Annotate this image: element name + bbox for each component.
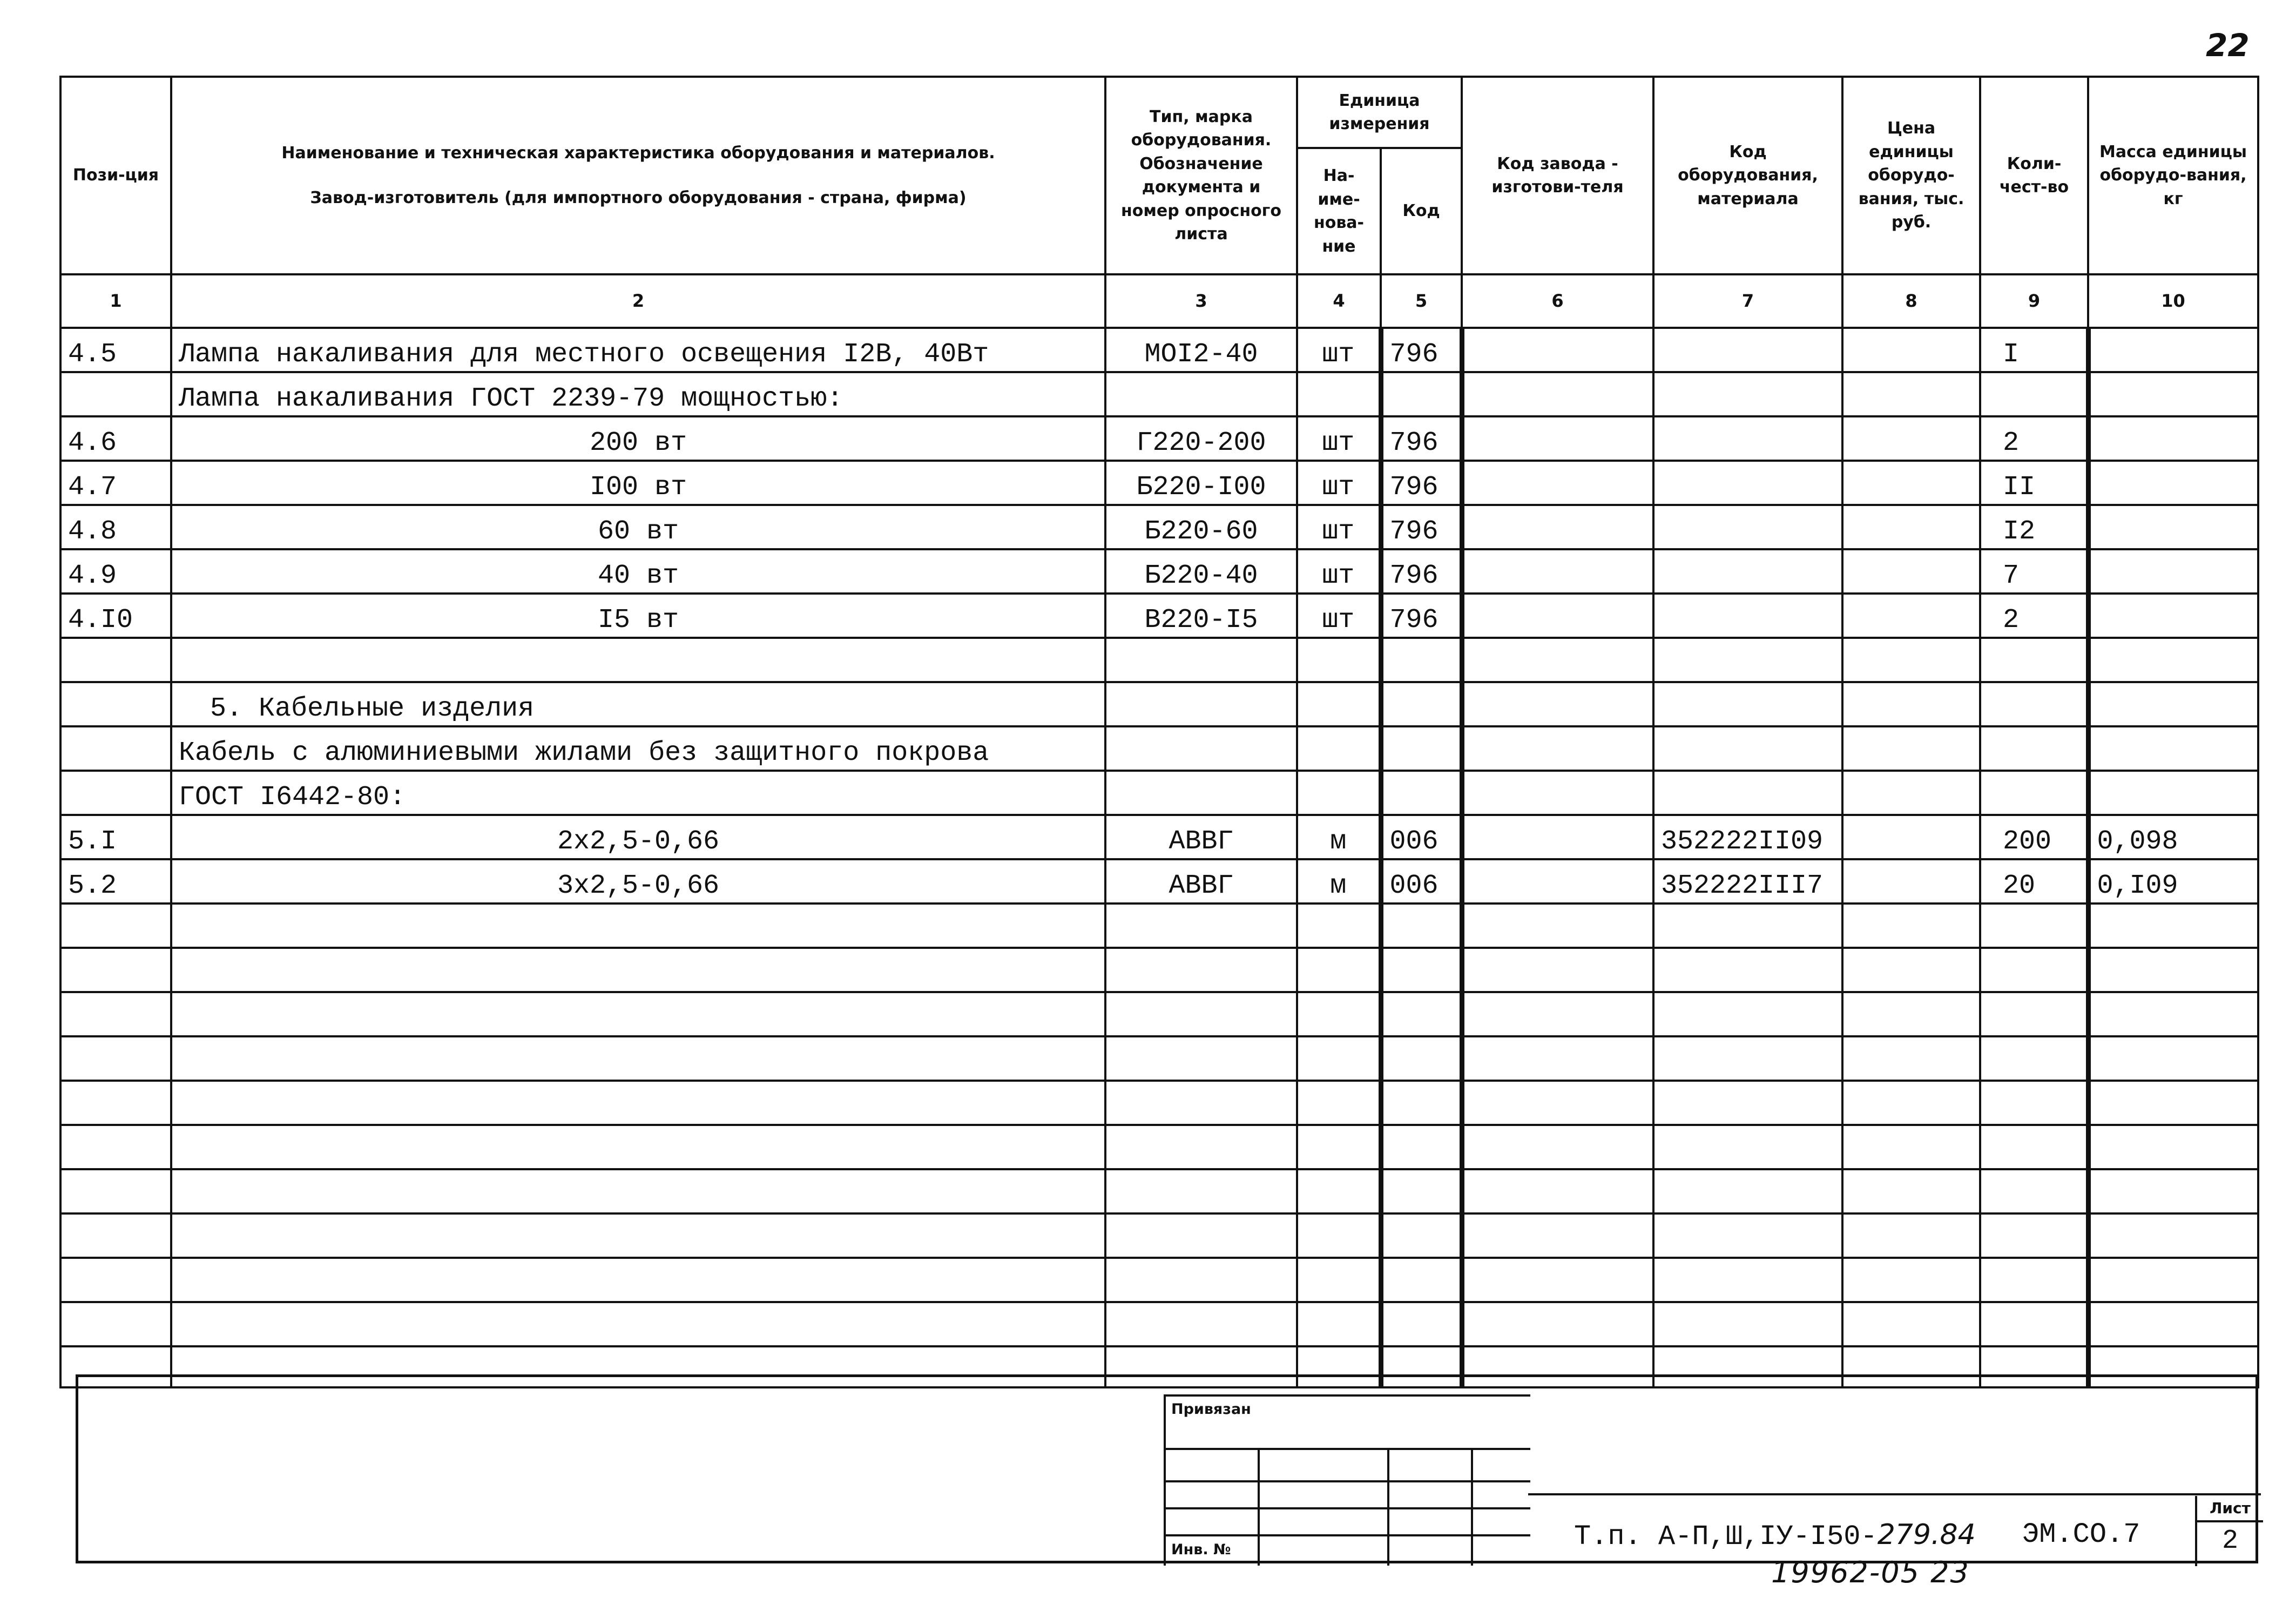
unit-code-cell: 796	[1381, 416, 1462, 461]
equipment-code-cell	[1653, 1125, 1842, 1169]
unit-name-cell	[1297, 1036, 1381, 1081]
col-number: 4	[1297, 274, 1381, 328]
table-row	[60, 505, 2258, 549]
name-cell: Кабель с алюминиевыми жилами без защитного покрова	[171, 726, 1105, 771]
sheet-code: ЭМ.СО.7	[2022, 1519, 2140, 1550]
factory-code-cell	[1462, 1081, 1653, 1125]
title-divider	[1528, 1493, 2261, 1495]
price-cell	[1842, 549, 1980, 594]
quantity-cell: 2	[1980, 416, 2088, 461]
equipment-code-cell	[1653, 328, 1842, 372]
position-cell: 4.8	[60, 505, 171, 549]
table-row	[60, 461, 2258, 505]
col-number: 2	[171, 274, 1105, 328]
equipment-code-cell	[1653, 1258, 1842, 1302]
equipment-code-cell	[1653, 726, 1842, 771]
name-cell	[171, 638, 1105, 682]
unit-name-cell	[1297, 992, 1381, 1036]
position-cell	[60, 992, 171, 1036]
unit-code-cell	[1381, 1125, 1462, 1169]
handwritten-note: 19962-05 23	[1771, 1555, 1970, 1589]
type-cell: Б220-40	[1105, 549, 1297, 594]
unit-code-cell	[1381, 372, 1462, 416]
quantity-cell	[1980, 1125, 2088, 1169]
document-code-handwritten: 279.84	[1877, 1519, 1976, 1551]
col-number: 6	[1462, 274, 1653, 328]
factory-code-cell	[1462, 1302, 1653, 1346]
mass-cell	[2088, 726, 2258, 771]
equipment-code-cell	[1653, 505, 1842, 549]
unit-name-cell: шт	[1297, 505, 1381, 549]
sheet-label: Лист	[2197, 1496, 2263, 1522]
unit-name-cell: шт	[1297, 461, 1381, 505]
unit-code-cell	[1381, 903, 1462, 948]
unit-name-cell	[1297, 726, 1381, 771]
unit-code-cell	[1381, 1169, 1462, 1213]
name-cell: Лампа накаливания для местного освещения I2В, 40Вт	[171, 328, 1105, 372]
unit-code-cell	[1381, 948, 1462, 992]
factory-code-cell	[1462, 815, 1653, 859]
mass-cell	[2088, 992, 2258, 1036]
equipment-code-cell	[1653, 416, 1842, 461]
quantity-cell	[1980, 682, 2088, 726]
factory-code-cell	[1462, 416, 1653, 461]
table-row	[60, 328, 2258, 372]
position-cell: 4.9	[60, 549, 171, 594]
price-cell	[1842, 505, 1980, 549]
price-cell	[1842, 1125, 1980, 1169]
specification-table	[59, 76, 2259, 1388]
table-row	[60, 1302, 2258, 1346]
quantity-cell	[1980, 1258, 2088, 1302]
price-cell	[1842, 594, 1980, 638]
name-cell: 3х2,5-0,66	[171, 859, 1105, 903]
header-factory-code: Код завода - изготови-теля	[1462, 77, 1653, 274]
unit-name-cell	[1297, 1125, 1381, 1169]
price-cell	[1842, 726, 1980, 771]
table-row	[60, 992, 2258, 1036]
position-cell	[60, 1169, 171, 1213]
price-cell	[1842, 1302, 1980, 1346]
unit-code-cell: 796	[1381, 328, 1462, 372]
mass-cell	[2088, 1302, 2258, 1346]
position-cell	[60, 1213, 171, 1258]
position-cell: 4.6	[60, 416, 171, 461]
name-cell	[171, 903, 1105, 948]
unit-name-cell	[1297, 1081, 1381, 1125]
unit-code-cell	[1381, 771, 1462, 815]
type-cell: Б220-I00	[1105, 461, 1297, 505]
type-cell	[1105, 1125, 1297, 1169]
quantity-cell: 200	[1980, 815, 2088, 859]
table-row	[60, 815, 2258, 859]
position-cell	[60, 903, 171, 948]
name-cell: I00 вт	[171, 461, 1105, 505]
quantity-cell	[1980, 1036, 2088, 1081]
unit-name-cell	[1297, 1258, 1381, 1302]
document-code-typed: Т.п. А-П,Ш,IУ-I50-	[1574, 1521, 1878, 1553]
mass-cell	[2088, 328, 2258, 372]
name-cell	[171, 1081, 1105, 1125]
price-cell	[1842, 1213, 1980, 1258]
table-row	[60, 549, 2258, 594]
position-cell	[60, 372, 171, 416]
factory-code-cell	[1462, 328, 1653, 372]
equipment-code-cell	[1653, 549, 1842, 594]
price-cell	[1842, 1081, 1980, 1125]
name-cell	[171, 1036, 1105, 1081]
factory-code-cell	[1462, 903, 1653, 948]
equipment-code-cell	[1653, 1081, 1842, 1125]
type-cell: Г220-200	[1105, 416, 1297, 461]
document-code	[1574, 1519, 1976, 1553]
position-cell: 5.2	[60, 859, 171, 903]
table-row	[60, 903, 2258, 948]
equipment-code-cell	[1653, 948, 1842, 992]
type-cell	[1105, 948, 1297, 992]
table-row	[60, 859, 2258, 903]
quantity-cell: I2	[1980, 505, 2088, 549]
table-row	[60, 594, 2258, 638]
position-cell: 4.7	[60, 461, 171, 505]
unit-code-cell: 796	[1381, 461, 1462, 505]
sheet-number: 2	[2221, 1526, 2238, 1556]
name-cell	[171, 1213, 1105, 1258]
unit-name-cell	[1297, 903, 1381, 948]
unit-code-cell	[1381, 1258, 1462, 1302]
attached-label: Привязан	[1171, 1401, 1251, 1418]
unit-code-cell	[1381, 638, 1462, 682]
table-row	[60, 726, 2258, 771]
type-cell	[1105, 992, 1297, 1036]
quantity-cell: 7	[1980, 549, 2088, 594]
mass-cell	[2088, 461, 2258, 505]
inventory-number-label: Инв. №	[1171, 1541, 1231, 1558]
quantity-cell	[1980, 1169, 2088, 1213]
unit-code-cell	[1381, 1302, 1462, 1346]
quantity-cell: 2	[1980, 594, 2088, 638]
unit-name-cell	[1297, 682, 1381, 726]
mass-cell	[2088, 549, 2258, 594]
factory-code-cell	[1462, 549, 1653, 594]
equipment-code-cell	[1653, 682, 1842, 726]
type-cell	[1105, 903, 1297, 948]
header-unit-code: Код	[1381, 148, 1462, 274]
quantity-cell: I	[1980, 328, 2088, 372]
mass-cell	[2088, 416, 2258, 461]
factory-code-cell	[1462, 372, 1653, 416]
type-cell	[1105, 1169, 1297, 1213]
price-cell	[1842, 1258, 1980, 1302]
unit-name-cell	[1297, 771, 1381, 815]
factory-code-cell	[1462, 1125, 1653, 1169]
type-cell: МОI2-40	[1105, 328, 1297, 372]
position-cell	[60, 726, 171, 771]
header-type: Тип, марка оборудования. Обозначение документа и номер опросного листа	[1105, 77, 1297, 274]
type-cell: В220-I5	[1105, 594, 1297, 638]
factory-code-cell	[1462, 461, 1653, 505]
header-unit-group: Единица измерения	[1297, 77, 1462, 148]
col-number: 8	[1842, 274, 1980, 328]
mass-cell: 0,I09	[2088, 859, 2258, 903]
quantity-cell	[1980, 638, 2088, 682]
equipment-code-cell: 352222III7	[1653, 859, 1842, 903]
position-cell	[60, 638, 171, 682]
unit-code-cell	[1381, 726, 1462, 771]
unit-code-cell	[1381, 992, 1462, 1036]
name-cell: I5 вт	[171, 594, 1105, 638]
factory-code-cell	[1462, 594, 1653, 638]
col-number: 3	[1105, 274, 1297, 328]
quantity-cell: II	[1980, 461, 2088, 505]
factory-code-cell	[1462, 1169, 1653, 1213]
mass-cell	[2088, 638, 2258, 682]
attachment-grid	[1164, 1394, 1530, 1566]
position-cell: 5.I	[60, 815, 171, 859]
mass-cell	[2088, 682, 2258, 726]
unit-code-cell	[1381, 682, 1462, 726]
table-row	[60, 682, 2258, 726]
equipment-code-cell	[1653, 1036, 1842, 1081]
equipment-code-cell	[1653, 992, 1842, 1036]
position-cell: 4.5	[60, 328, 171, 372]
table-row	[60, 1081, 2258, 1125]
mass-cell	[2088, 1125, 2258, 1169]
mass-cell	[2088, 1258, 2258, 1302]
factory-code-cell	[1462, 638, 1653, 682]
table-row	[60, 638, 2258, 682]
position-cell	[60, 948, 171, 992]
factory-code-cell	[1462, 682, 1653, 726]
sheet-box	[2195, 1496, 2263, 1566]
unit-name-cell: шт	[1297, 416, 1381, 461]
title-block	[76, 1374, 2258, 1563]
unit-code-cell: 796	[1381, 505, 1462, 549]
unit-name-cell	[1297, 1213, 1381, 1258]
quantity-cell	[1980, 903, 2088, 948]
header-mass: Масса единицы оборудо-вания, кг	[2088, 77, 2258, 274]
equipment-code-cell	[1653, 372, 1842, 416]
header-unit-name: На-име-нова-ние	[1297, 148, 1381, 274]
quantity-cell	[1980, 771, 2088, 815]
unit-name-cell	[1297, 1169, 1381, 1213]
mass-cell	[2088, 594, 2258, 638]
equipment-code-cell	[1653, 1302, 1842, 1346]
name-cell: 200 вт	[171, 416, 1105, 461]
table-row	[60, 1169, 2258, 1213]
col-number: 5	[1381, 274, 1462, 328]
type-cell	[1105, 1258, 1297, 1302]
table-row	[60, 771, 2258, 815]
table-row	[60, 1036, 2258, 1081]
price-cell	[1842, 461, 1980, 505]
unit-name-cell: м	[1297, 859, 1381, 903]
name-cell	[171, 948, 1105, 992]
quantity-cell	[1980, 1213, 2088, 1258]
unit-name-cell: м	[1297, 815, 1381, 859]
type-cell	[1105, 771, 1297, 815]
price-cell	[1842, 638, 1980, 682]
unit-code-cell: 006	[1381, 815, 1462, 859]
factory-code-cell	[1462, 948, 1653, 992]
name-cell	[171, 1302, 1105, 1346]
header-price: Цена единицы оборудо-вания, тыс. руб.	[1842, 77, 1980, 274]
factory-code-cell	[1462, 1213, 1653, 1258]
type-cell	[1105, 726, 1297, 771]
price-cell	[1842, 903, 1980, 948]
factory-code-cell	[1462, 726, 1653, 771]
equipment-code-cell	[1653, 1169, 1842, 1213]
quantity-cell	[1980, 1302, 2088, 1346]
page-number: 22	[2206, 27, 2250, 64]
factory-code-cell	[1462, 1036, 1653, 1081]
unit-code-cell: 796	[1381, 549, 1462, 594]
unit-name-cell	[1297, 638, 1381, 682]
table-row	[60, 1125, 2258, 1169]
name-cell	[171, 1258, 1105, 1302]
name-cell: 40 вт	[171, 549, 1105, 594]
price-cell	[1842, 948, 1980, 992]
position-cell	[60, 1302, 171, 1346]
type-cell	[1105, 1302, 1297, 1346]
price-cell	[1842, 771, 1980, 815]
col-number: 7	[1653, 274, 1842, 328]
price-cell	[1842, 372, 1980, 416]
table-row	[60, 372, 2258, 416]
factory-code-cell	[1462, 771, 1653, 815]
equipment-code-cell	[1653, 461, 1842, 505]
price-cell	[1842, 328, 1980, 372]
unit-name-cell: шт	[1297, 328, 1381, 372]
price-cell	[1842, 992, 1980, 1036]
position-cell: 4.I0	[60, 594, 171, 638]
type-cell: АВВГ	[1105, 859, 1297, 903]
type-cell	[1105, 1036, 1297, 1081]
table-row	[60, 1213, 2258, 1258]
equipment-code-cell	[1653, 903, 1842, 948]
mass-cell	[2088, 1036, 2258, 1081]
quantity-cell	[1980, 1081, 2088, 1125]
header-name-line2: Завод-изготовитель (для импортного оборудования - страна, фирма)	[310, 188, 967, 207]
price-cell	[1842, 1036, 1980, 1081]
mass-cell	[2088, 1081, 2258, 1125]
type-cell	[1105, 1081, 1297, 1125]
header-quantity: Коли-чест-во	[1980, 77, 2088, 274]
type-cell	[1105, 638, 1297, 682]
position-cell	[60, 1036, 171, 1081]
position-cell	[60, 1125, 171, 1169]
mass-cell	[2088, 771, 2258, 815]
name-cell: 5. Кабельные изделия	[171, 682, 1105, 726]
equipment-code-cell: 352222II09	[1653, 815, 1842, 859]
mass-cell	[2088, 903, 2258, 948]
name-cell	[171, 1125, 1105, 1169]
factory-code-cell	[1462, 505, 1653, 549]
price-cell	[1842, 859, 1980, 903]
equipment-code-cell	[1653, 638, 1842, 682]
factory-code-cell	[1462, 1258, 1653, 1302]
price-cell	[1842, 815, 1980, 859]
mass-cell: 0,098	[2088, 815, 2258, 859]
equipment-code-cell	[1653, 1213, 1842, 1258]
quantity-cell	[1980, 726, 2088, 771]
price-cell	[1842, 416, 1980, 461]
type-cell	[1105, 682, 1297, 726]
header-name	[171, 77, 1105, 274]
price-cell	[1842, 682, 1980, 726]
table-row	[60, 1258, 2258, 1302]
unit-name-cell	[1297, 372, 1381, 416]
type-cell	[1105, 372, 1297, 416]
header-equipment-code: Код оборудования, материала	[1653, 77, 1842, 274]
position-cell	[60, 771, 171, 815]
name-cell	[171, 992, 1105, 1036]
mass-cell	[2088, 505, 2258, 549]
mass-cell	[2088, 372, 2258, 416]
name-cell: 2х2,5-0,66	[171, 815, 1105, 859]
position-cell	[60, 1258, 171, 1302]
factory-code-cell	[1462, 859, 1653, 903]
type-cell	[1105, 1213, 1297, 1258]
unit-name-cell: шт	[1297, 594, 1381, 638]
unit-code-cell: 796	[1381, 594, 1462, 638]
name-cell: ГОСТ I6442-80:	[171, 771, 1105, 815]
mass-cell	[2088, 1213, 2258, 1258]
equipment-code-cell	[1653, 771, 1842, 815]
unit-name-cell	[1297, 1302, 1381, 1346]
mass-cell	[2088, 1169, 2258, 1213]
col-number: 9	[1980, 274, 2088, 328]
name-cell	[171, 1169, 1105, 1213]
header-position: Пози-ция	[60, 77, 171, 274]
table-row	[60, 948, 2258, 992]
equipment-code-cell	[1653, 594, 1842, 638]
unit-code-cell: 006	[1381, 859, 1462, 903]
position-cell	[60, 682, 171, 726]
unit-code-cell	[1381, 1081, 1462, 1125]
table-row	[60, 416, 2258, 461]
specification-body	[60, 328, 2258, 1387]
col-number: 1	[60, 274, 171, 328]
unit-code-cell	[1381, 1036, 1462, 1081]
name-cell: Лампа накаливания ГОСТ 2239-79 мощностью:	[171, 372, 1105, 416]
type-cell: Б220-60	[1105, 505, 1297, 549]
name-cell: 60 вт	[171, 505, 1105, 549]
price-cell	[1842, 1169, 1980, 1213]
quantity-cell	[1980, 948, 2088, 992]
quantity-cell	[1980, 992, 2088, 1036]
position-cell	[60, 1081, 171, 1125]
col-number: 10	[2088, 274, 2258, 328]
mass-cell	[2088, 948, 2258, 992]
header-name-line1: Наименование и техническая характеристика оборудования и материалов.	[281, 143, 995, 163]
quantity-cell: 20	[1980, 859, 2088, 903]
type-cell: АВВГ	[1105, 815, 1297, 859]
quantity-cell	[1980, 372, 2088, 416]
unit-name-cell: шт	[1297, 549, 1381, 594]
unit-name-cell	[1297, 948, 1381, 992]
unit-code-cell	[1381, 1213, 1462, 1258]
factory-code-cell	[1462, 992, 1653, 1036]
